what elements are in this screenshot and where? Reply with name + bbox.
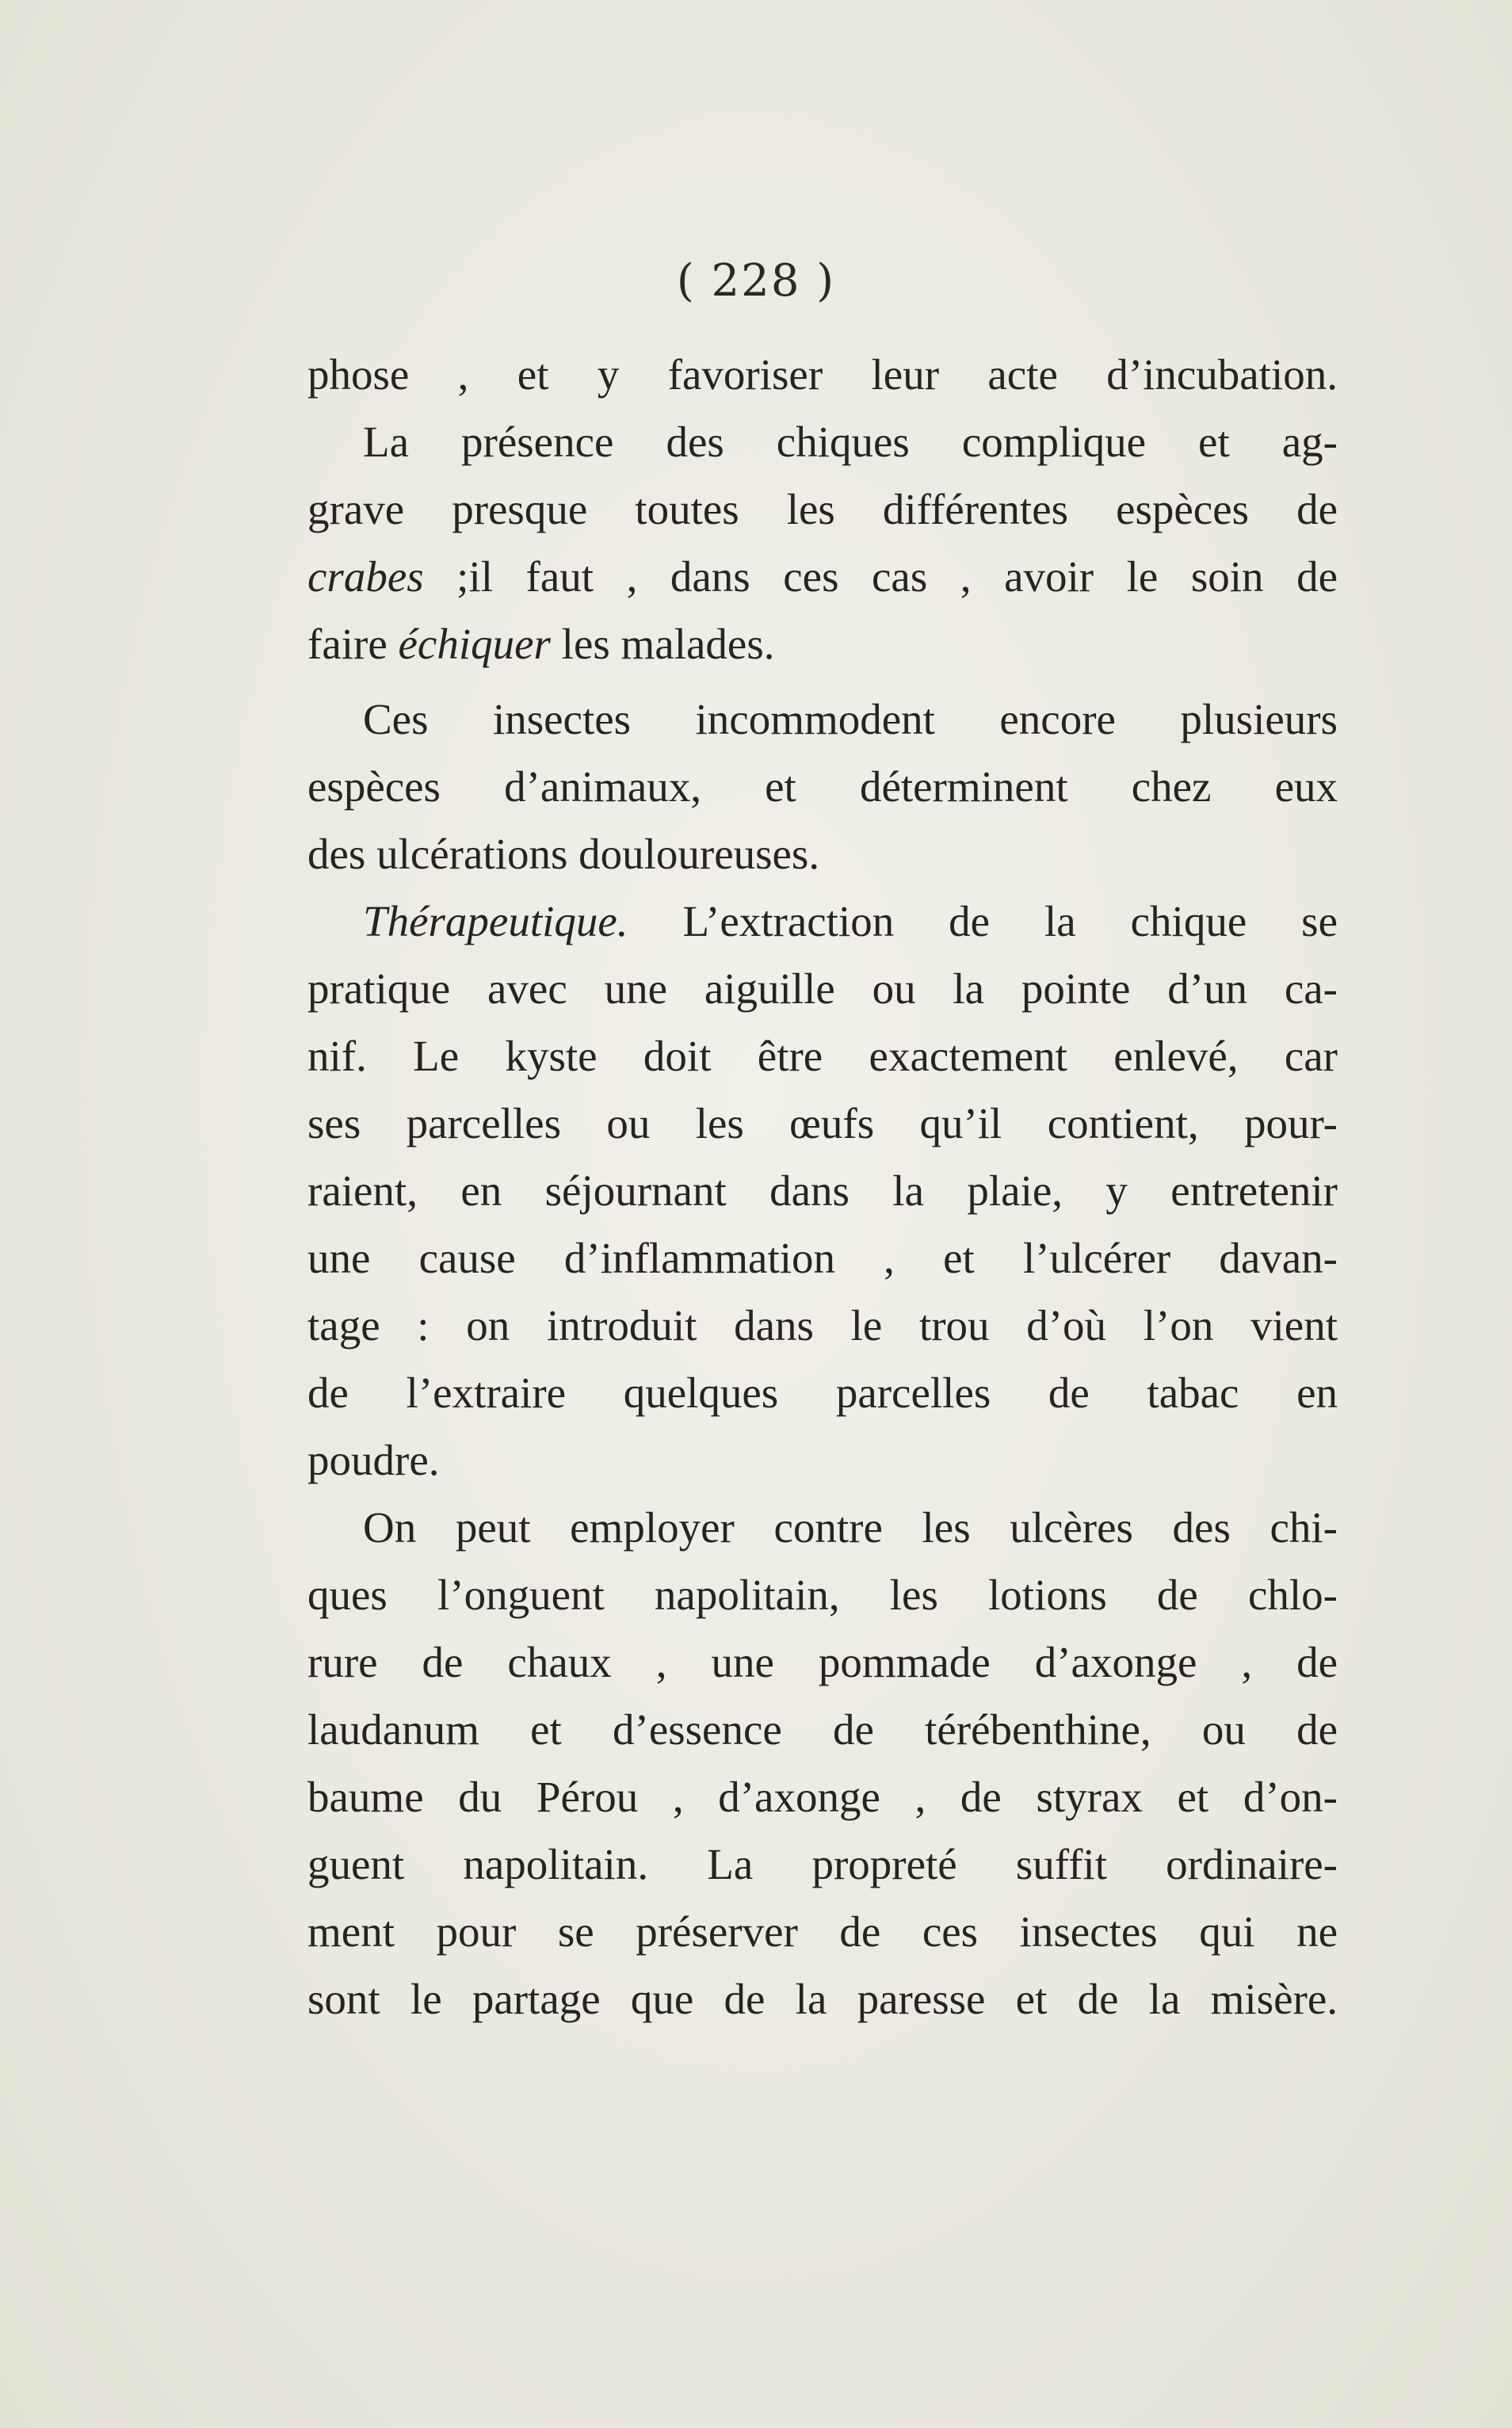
text-segment: espèces d’animaux, et déterminent chez eux bbox=[307, 762, 1338, 811]
text-line bbox=[307, 888, 1338, 955]
text-line bbox=[307, 1157, 1338, 1224]
text-segment: grave presque toutes les différentes espèces de bbox=[307, 485, 1338, 533]
text-segment: guent napolitain. La propreté suffit ordinaire- bbox=[307, 1840, 1338, 1888]
text-line bbox=[307, 1561, 1338, 1628]
text-line bbox=[307, 341, 1338, 408]
text-segment: La présence des chiques complique et ag- bbox=[363, 418, 1338, 466]
text-line bbox=[307, 1022, 1338, 1090]
text-line bbox=[307, 1292, 1338, 1359]
text-segment: des ulcérations douloureuses. bbox=[307, 830, 820, 878]
text-line bbox=[307, 1898, 1338, 1965]
text-line bbox=[307, 1628, 1338, 1696]
text-segment: ment pour se préserver de ces insectes qui ne bbox=[307, 1907, 1338, 1956]
text-line bbox=[307, 820, 1338, 888]
text-line bbox=[307, 1831, 1338, 1898]
text-line bbox=[307, 610, 1338, 678]
text-segment: L’extraction de la chique se bbox=[628, 897, 1338, 945]
text-line bbox=[307, 475, 1338, 543]
text-segment: Ces insectes incommodent encore plusieurs bbox=[363, 695, 1338, 743]
body-text bbox=[307, 341, 1338, 2033]
text-segment: On peut employer contre les ulcères des chi- bbox=[363, 1503, 1338, 1552]
text-segment: de l’extraire quelques parcelles de tabac en bbox=[307, 1369, 1338, 1417]
text-segment: rure de chaux , une pommade d’axonge , de bbox=[307, 1638, 1338, 1686]
text-segment: tage : on introduit dans le trou d’où l’on vient bbox=[307, 1301, 1338, 1350]
text-segment: pratique avec une aiguille ou la pointe d’un ca- bbox=[307, 964, 1338, 1013]
italic-text: crabes bbox=[307, 552, 424, 601]
page-number: ( 228 ) bbox=[676, 255, 836, 307]
italic-text: Thérapeutique. bbox=[363, 897, 628, 945]
text-line bbox=[307, 1224, 1338, 1292]
text-segment: raient, en séjournant dans la plaie, y entretenir bbox=[307, 1166, 1338, 1215]
text-segment: ses parcelles ou les œufs qu’il contient, pour- bbox=[307, 1099, 1338, 1147]
text-segment: laudanum et d’essence de térébenthine, ou de bbox=[307, 1705, 1338, 1754]
text-segment: une cause d’inflammation , et l’ulcérer davan- bbox=[307, 1234, 1338, 1282]
text-line bbox=[307, 1763, 1338, 1831]
text-line bbox=[307, 543, 1338, 610]
text-line bbox=[307, 1696, 1338, 1763]
text-line bbox=[307, 1965, 1338, 2033]
text-segment: phose , et y favoriser leur acte d’incubation. bbox=[307, 350, 1338, 399]
text-segment: faire bbox=[307, 620, 399, 668]
text-line bbox=[307, 955, 1338, 1022]
text-line bbox=[307, 685, 1338, 753]
text-segment: poudre. bbox=[307, 1436, 440, 1484]
text-segment: nif. Le kyste doit être exactement enlevé, car bbox=[307, 1032, 1338, 1080]
text-segment: baume du Pérou , d’axonge , de styrax et d’on- bbox=[307, 1773, 1338, 1821]
text-line bbox=[307, 1426, 1338, 1494]
text-line bbox=[307, 1494, 1338, 1561]
text-segment: ques l’onguent napolitain, les lotions de chlo- bbox=[307, 1571, 1338, 1619]
italic-text: échiquer bbox=[398, 620, 551, 668]
text-line bbox=[307, 753, 1338, 820]
text-line bbox=[307, 1359, 1338, 1426]
text-line bbox=[307, 408, 1338, 475]
text-line bbox=[307, 1090, 1338, 1157]
text-segment: ;il faut , dans ces cas , avoir le soin de bbox=[423, 552, 1338, 601]
text-segment: sont le partage que de la paresse et de la misère. bbox=[307, 1975, 1338, 2023]
text-segment: les malades. bbox=[550, 620, 775, 668]
